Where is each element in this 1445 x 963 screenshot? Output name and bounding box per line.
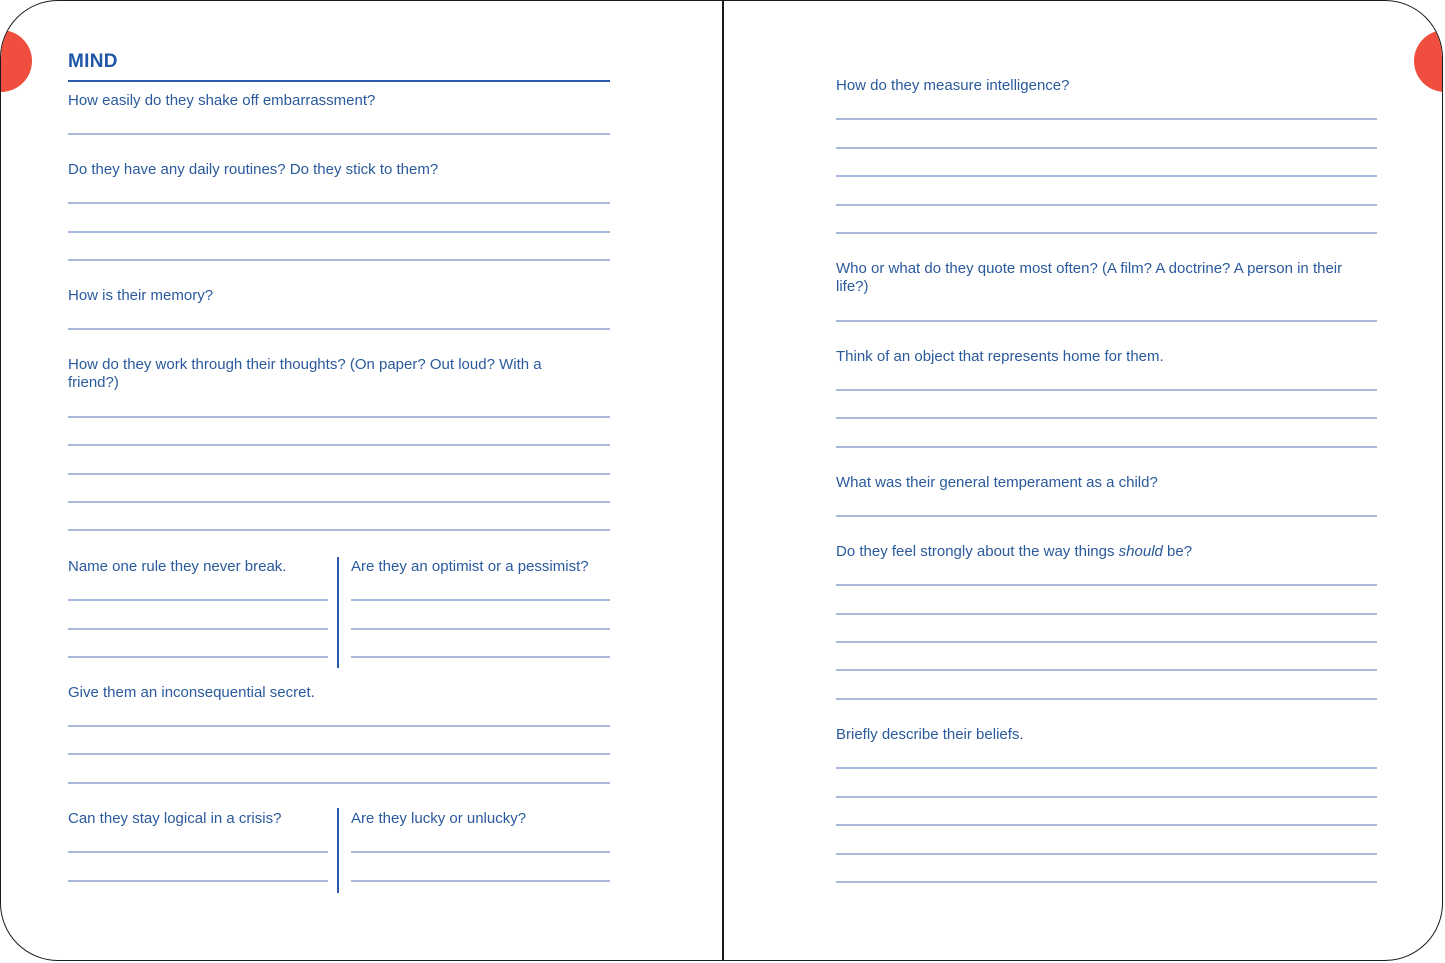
right-page-tab-marker: [1414, 30, 1443, 92]
answer-line[interactable]: [68, 656, 328, 658]
question-prompt: What was their general temperament as a child?: [836, 474, 1158, 491]
answer-line[interactable]: [68, 328, 610, 330]
question-text: be?: [1162, 543, 1193, 560]
answer-line[interactable]: [836, 389, 1377, 391]
answer-line[interactable]: [68, 782, 610, 784]
answer-line[interactable]: [68, 133, 610, 135]
question-prompt: Briefly describe their beliefs.: [836, 726, 1024, 743]
answer-line[interactable]: [351, 851, 610, 853]
answer-line[interactable]: [68, 202, 610, 204]
emphasized-word: should: [1118, 543, 1163, 560]
answer-line[interactable]: [836, 584, 1377, 586]
answer-line[interactable]: [68, 444, 610, 446]
section-title: MIND: [68, 51, 118, 72]
answer-line[interactable]: [836, 175, 1377, 177]
answer-line[interactable]: [836, 232, 1377, 234]
answer-line[interactable]: [68, 416, 610, 418]
answer-line[interactable]: [351, 628, 610, 630]
question-prompt: Do they have any daily routines? Do they stick to them?: [68, 161, 439, 178]
answer-line[interactable]: [68, 529, 610, 531]
question-prompt: How is their memory?: [68, 287, 214, 304]
answer-line[interactable]: [68, 851, 328, 853]
question-prompt: Are they an optimist or a pessimist?: [351, 558, 589, 575]
column-divider: [337, 808, 339, 893]
answer-line[interactable]: [68, 753, 610, 755]
question-prompt: How do they measure intelligence?: [836, 77, 1070, 94]
answer-line[interactable]: [351, 599, 610, 601]
answer-line[interactable]: [836, 824, 1377, 826]
answer-line[interactable]: [836, 446, 1377, 448]
answer-line[interactable]: [68, 880, 328, 882]
answer-line[interactable]: [836, 641, 1377, 643]
answer-line[interactable]: [68, 473, 610, 475]
answer-line[interactable]: [836, 320, 1377, 322]
answer-line[interactable]: [836, 853, 1377, 855]
answer-line[interactable]: [836, 881, 1377, 883]
answer-line[interactable]: [836, 147, 1377, 149]
answer-line[interactable]: [68, 501, 610, 503]
question-prompt: How easily do they shake off embarrassment?: [68, 92, 376, 109]
question-prompt: [836, 543, 1377, 561]
question-prompt: How do they work through their thoughts? (On paper? Out loud? With a friend?): [68, 356, 542, 391]
answer-line[interactable]: [836, 417, 1377, 419]
answer-line[interactable]: [351, 656, 610, 658]
answer-line[interactable]: [68, 259, 610, 261]
question-prompt: Are they lucky or unlucky?: [351, 810, 527, 827]
question-prompt: Give them an inconsequential secret.: [68, 684, 315, 701]
answer-line[interactable]: [836, 669, 1377, 671]
answer-line[interactable]: [68, 231, 610, 233]
answer-line[interactable]: [68, 599, 328, 601]
answer-line[interactable]: [68, 628, 328, 630]
answer-line[interactable]: [836, 204, 1377, 206]
left-page-tab-marker: [0, 30, 32, 92]
question-text: Do they feel strongly about the way things: [836, 543, 1119, 560]
answer-line[interactable]: [836, 118, 1377, 120]
question-prompt: Name one rule they never break.: [68, 558, 287, 575]
answer-line[interactable]: [351, 880, 610, 882]
question-prompt: Who or what do they quote most often? (A film? A doctrine? A person in their life?): [836, 260, 1343, 295]
question-prompt: Think of an object that represents home for them.: [836, 348, 1164, 365]
question-prompt: Can they stay logical in a crisis?: [68, 810, 282, 827]
page-spine-divider: [722, 1, 724, 961]
answer-line[interactable]: [836, 767, 1377, 769]
answer-line[interactable]: [836, 515, 1377, 517]
section-title-rule: [68, 80, 610, 82]
answer-line[interactable]: [836, 613, 1377, 615]
answer-line[interactable]: [68, 725, 610, 727]
column-divider: [337, 557, 339, 668]
answer-line[interactable]: [836, 698, 1377, 700]
answer-line[interactable]: [836, 796, 1377, 798]
